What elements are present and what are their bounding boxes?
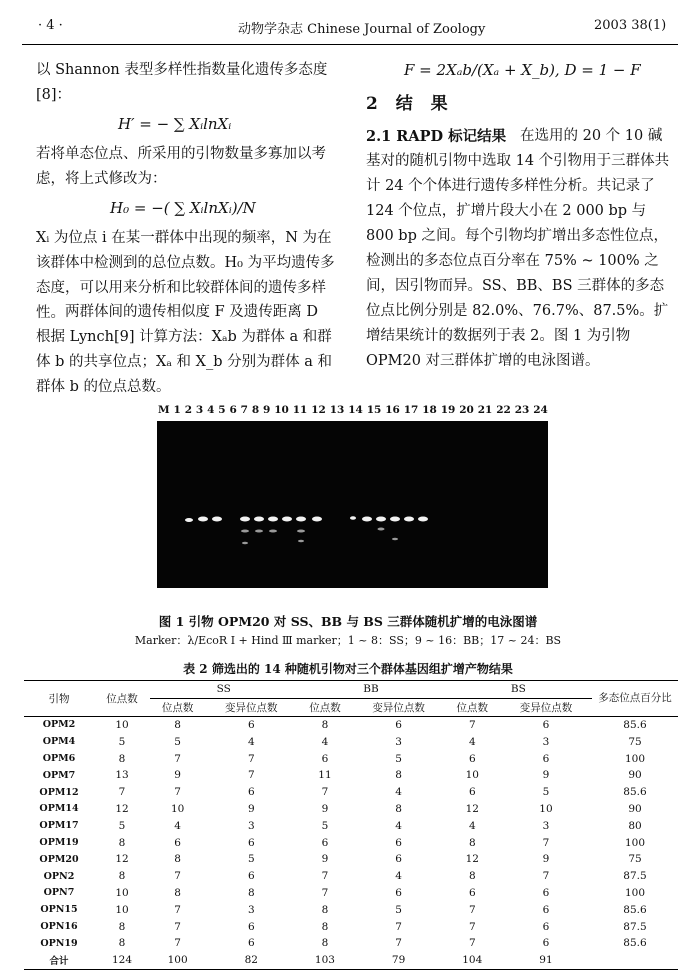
band [185, 518, 193, 522]
table-cell: 6 [321, 836, 329, 849]
table-cell: 9 [321, 853, 329, 866]
band [312, 517, 322, 522]
primer-name: OPM17 [39, 820, 79, 832]
subsection-heading: 2.1 RAPD 标记结果 [366, 128, 507, 145]
table-cell: 7 [321, 870, 329, 883]
lane-label: 19 [440, 404, 456, 416]
formula-h: H′ = − ∑ XᵢlnXᵢ [118, 115, 232, 133]
table-cell: 124 [94, 952, 150, 969]
table-cell: 8 [118, 920, 126, 933]
table-cell: 100 [624, 752, 646, 765]
table-cell: 82 [205, 952, 297, 969]
table-cell: 10 [465, 769, 479, 782]
table-cell: 6 [542, 937, 550, 950]
band [404, 517, 414, 522]
table-row [24, 716, 678, 733]
table-cell: 100 [624, 836, 646, 849]
band [282, 517, 292, 522]
table-cell: 7 [118, 786, 126, 799]
table-cell: 7 [247, 752, 255, 765]
band [378, 528, 385, 531]
table-cell: 9 [321, 802, 329, 815]
primer-name: OPM7 [42, 769, 76, 781]
table-cell: 10 [115, 903, 129, 916]
lane-label: 13 [329, 404, 345, 416]
band [296, 517, 306, 522]
primer-name: OPM14 [39, 803, 79, 815]
table-cell: 6 [542, 920, 550, 933]
col-poly: 多态位点百分比 [592, 681, 678, 717]
table-cell: 7 [174, 870, 181, 883]
band [255, 530, 263, 533]
table-cell: 7 [174, 786, 181, 799]
primer-name: OPN19 [40, 937, 78, 949]
table-cell: 9 [247, 802, 255, 815]
lane-label: 1 [173, 404, 181, 416]
table-row [24, 952, 678, 969]
sub-loci: 位点数 [150, 698, 205, 716]
table-cell: 8 [321, 920, 329, 933]
primer-name: OPN15 [40, 904, 78, 916]
table-row [24, 733, 678, 750]
primer-name: OPM20 [39, 853, 79, 865]
table-row [24, 801, 678, 818]
primer-name: OPM2 [42, 719, 76, 731]
lane-label: 9 [263, 404, 271, 416]
table-cell: 8 [321, 718, 329, 731]
table-cell: 8 [118, 937, 126, 950]
table-cell: 5 [174, 735, 181, 748]
lane-label: 4 [207, 404, 215, 416]
issue-info: 2003 38(1) [594, 18, 667, 33]
table-cell: 87.5 [623, 870, 647, 883]
lane-label: 20 [459, 404, 474, 416]
table-row [24, 918, 678, 935]
table-cell: 6 [247, 786, 255, 799]
figure-caption: 图 1 引物 OPM20 对 SS、BB 与 BS 三群体随机扩增的电泳图谱 [158, 614, 538, 629]
header-rule [22, 44, 678, 45]
table-cell: 8 [118, 870, 126, 883]
lane-label: 12 [311, 404, 326, 416]
table-cell: 6 [542, 718, 550, 731]
primer-name: OPM6 [42, 753, 76, 765]
table-cell: 7 [468, 920, 476, 933]
table-cell: 12 [465, 853, 479, 866]
table-cell: 10 [115, 886, 129, 899]
table-row [24, 935, 678, 952]
lane-label: 6 [229, 404, 237, 416]
formula-f-d: F = 2Xₐb/(Xₐ + X_b), D = 1 − F [404, 61, 641, 79]
table-cell: 6 [542, 886, 550, 899]
paragraph-shannon: 以 Shannon 表型多样性指数量化遗传多态度[8]： [36, 62, 328, 103]
table-cell: 100 [624, 886, 646, 899]
table-cell: 79 [353, 952, 445, 969]
band [297, 530, 305, 533]
band [269, 530, 277, 533]
table-cell: 7 [321, 786, 329, 799]
sub-var: 变异位点数 [205, 698, 297, 716]
lane-label: 7 [240, 404, 248, 416]
lane-label: 3 [195, 404, 204, 416]
table-cell: 6 [395, 853, 402, 866]
table-cell: 75 [628, 853, 642, 866]
table-cell: 11 [318, 769, 332, 782]
paragraph-lynch: 两群体间的遗传相似度 F 及遗传距离 D 根据 Lynch[9] 计算方法：Xₐb 为群体 a 和群体 b 的共享位点；Xₐ 和 X_b 分别为群体 a 和群体 b 的位点总数。 [36, 304, 332, 395]
lane-label: 5 [218, 404, 226, 416]
table-cell: 6 [174, 836, 181, 849]
table-cell: 5 [542, 786, 550, 799]
table-cell: 12 [465, 802, 479, 815]
band [298, 540, 304, 543]
table-cell: 7 [468, 937, 476, 950]
table-cell: 7 [321, 886, 329, 899]
page-number: · 4 · [38, 18, 63, 33]
table-cell: 85.6 [623, 718, 647, 731]
table-cell: 8 [395, 769, 402, 782]
band [268, 517, 278, 522]
primer-name: OPN16 [40, 921, 78, 933]
table-cell: 6 [247, 920, 255, 933]
table-row [24, 767, 678, 784]
lane-label: 24 [533, 404, 548, 416]
band [362, 517, 372, 522]
table-cell [592, 952, 678, 969]
primer-name: 合计 [24, 952, 94, 969]
table-cell: 8 [174, 718, 181, 731]
table-cell: 6 [247, 836, 255, 849]
table-cell: 3 [542, 735, 550, 748]
table-cell: 5 [118, 819, 126, 832]
band [241, 530, 249, 533]
table-cell: 7 [174, 937, 181, 950]
lane-label: 22 [496, 404, 511, 416]
table-cell: 100 [150, 952, 205, 969]
table-cell: 3 [395, 735, 402, 748]
table-cell: 6 [542, 903, 550, 916]
table-cell: 4 [247, 735, 255, 748]
table-cell: 80 [628, 819, 642, 832]
table-cell: 7 [542, 870, 550, 883]
table-cell: 8 [118, 836, 126, 849]
lane-label: 17 [403, 404, 419, 416]
table-cell: 7 [468, 903, 476, 916]
col-ss: SS [150, 681, 297, 699]
primer-name: OPN7 [43, 887, 75, 899]
table-row [24, 817, 678, 834]
table-cell: 7 [542, 836, 550, 849]
primer-name: OPM4 [42, 736, 76, 748]
table-cell: 4 [468, 735, 476, 748]
lane-label: 21 [477, 404, 493, 416]
table-cell: 9 [174, 769, 181, 782]
results-table [24, 680, 678, 970]
primer-name: OPM19 [39, 837, 79, 849]
table-row [24, 851, 678, 868]
table-row [24, 834, 678, 851]
table-cell: 6 [247, 937, 255, 950]
paragraph-xi: Xᵢ 为位点 i 在某一群体中出现的频率，N 为在该群体中检测到的总位点数。H₀ 为平均遗传多态度，可以用来分析和比较群体间的遗传多样性。 [36, 230, 335, 321]
gel-bands [157, 421, 548, 588]
section-heading: 2 结 果 [366, 94, 454, 114]
table-cell: 5 [247, 853, 255, 866]
table-cell: 7 [395, 937, 402, 950]
paragraph-modify: 若将单态位点、所采用的引物数量多寡加以考虑，将上式修改为： [36, 146, 326, 187]
table-cell: 8 [118, 752, 126, 765]
table-cell: 7 [174, 920, 181, 933]
table-cell: 9 [542, 853, 550, 866]
table-row [24, 784, 678, 801]
gel-image [157, 421, 548, 588]
table-cell: 8 [321, 937, 329, 950]
table-cell: 8 [174, 886, 181, 899]
table-title: 表 2 筛选出的 14 种随机引物对三个群体基因组扩增产物结果 [183, 662, 513, 676]
table-cell: 6 [395, 836, 402, 849]
table-cell: 8 [468, 836, 476, 849]
lane-label: 14 [348, 404, 363, 416]
table-cell: 6 [468, 886, 476, 899]
table-row [24, 750, 678, 767]
table-cell: 4 [395, 786, 402, 799]
table-cell: 12 [115, 802, 129, 815]
table-cell: 8 [321, 903, 329, 916]
table-cell: 4 [321, 735, 329, 748]
table-cell: 3 [247, 903, 255, 916]
table-cell: 6 [395, 718, 402, 731]
primer-name: OPN2 [43, 870, 75, 882]
table-cell: 7 [174, 903, 181, 916]
table-cell: 90 [628, 802, 642, 815]
journal-name: 动物学杂志 Chinese Journal of Zoology [238, 22, 486, 37]
col-bb: BB [297, 681, 444, 699]
table-cell: 6 [395, 886, 402, 899]
lane-label: 15 [366, 404, 382, 416]
table-row [24, 885, 678, 902]
table-cell: 7 [395, 920, 402, 933]
formula-h0: H₀ = −( ∑ XᵢlnXᵢ)/N [110, 199, 256, 217]
figure-marker-note: Marker：λ/EcoR Ⅰ + Hind Ⅲ marker；1 ~ 8：SS；9 ~ 16：BB；17 ~ 24：BS [134, 634, 562, 647]
table-cell: 8 [247, 886, 255, 899]
table-cell: 4 [395, 819, 402, 832]
table-cell: 13 [115, 769, 129, 782]
band [350, 516, 356, 520]
table-cell: 6 [542, 752, 550, 765]
table-cell: 90 [628, 769, 642, 782]
lane-label: 10 [274, 404, 289, 416]
lane-label: 2 [184, 404, 192, 416]
band [418, 517, 428, 522]
table-cell: 7 [468, 718, 476, 731]
table-cell: 4 [174, 819, 181, 832]
sub-var: 变异位点数 [500, 698, 592, 716]
table-cell: 6 [468, 786, 476, 799]
table-cell: 6 [247, 870, 255, 883]
table-cell: 75 [628, 735, 642, 748]
table-row [24, 868, 678, 885]
lane-labels [158, 404, 548, 416]
table-cell: 103 [297, 952, 352, 969]
table-cell: 8 [468, 870, 476, 883]
lane-label: 11 [292, 404, 308, 416]
sub-loci: 位点数 [297, 698, 352, 716]
table-cell: 3 [247, 819, 255, 832]
table-cell: 9 [542, 769, 550, 782]
table-cell: 10 [115, 718, 129, 731]
lane-label: M [158, 404, 170, 416]
lane-label: 16 [385, 404, 400, 416]
band [242, 542, 248, 545]
table-cell: 4 [468, 819, 476, 832]
table-cell: 10 [539, 802, 553, 815]
table-cell: 4 [395, 870, 402, 883]
table-cell: 7 [247, 769, 255, 782]
table-cell: 6 [321, 752, 329, 765]
table-cell: 5 [321, 819, 329, 832]
table-cell: 6 [468, 752, 476, 765]
table-cell: 8 [395, 802, 402, 815]
band [390, 517, 400, 522]
sub-var: 变异位点数 [353, 698, 445, 716]
table-cell: 5 [395, 752, 402, 765]
table-cell: 5 [118, 735, 126, 748]
band [254, 517, 264, 522]
primer-name: OPM12 [39, 786, 79, 798]
band [376, 517, 386, 522]
band [392, 538, 398, 541]
table-cell: 12 [115, 853, 129, 866]
lane-label: 23 [514, 404, 530, 416]
col-loci: 位点数 [94, 681, 150, 717]
col-bs: BS [445, 681, 592, 699]
table-cell: 3 [542, 819, 550, 832]
paragraph-rapd: 在选用的 20 个 10 碱基对的随机引物中选取 14 个引物用于三群体共计 24 个个体进行遗传多样性分析。共记录了 124 个位点，扩增片段大小在 2 000 bp 与 800 bp 之间。每个引物均扩增出多态性位点，检测出的多态位点百分率在 75% ~ 100% 之间，因引物而异。SS、BB、BS 三群体的多态位点比例分别是 82.0%、76.7%、87.5%。扩增结果统计的数据列于表 2。图 1 为引物 OPM20 对三群体扩增的电泳图谱。 [366, 128, 670, 369]
table-cell: 10 [170, 802, 185, 815]
lane-label: 18 [422, 404, 437, 416]
table-cell: 5 [395, 903, 402, 916]
table-cell: 87.5 [623, 920, 647, 933]
table-cell: 7 [174, 752, 181, 765]
table-cell: 85.6 [623, 903, 647, 916]
table-cell: 85.6 [623, 786, 647, 799]
band [212, 517, 222, 522]
table-cell: 91 [500, 952, 592, 969]
band [198, 517, 208, 522]
sub-loci: 位点数 [445, 698, 500, 716]
col-primer: 引物 [24, 681, 94, 717]
table-cell: 104 [445, 952, 500, 969]
table-row [24, 901, 678, 918]
lane-label: 8 [251, 404, 260, 416]
band [240, 517, 250, 522]
table-cell: 85.6 [623, 937, 647, 950]
table-cell: 6 [247, 718, 255, 731]
table-cell: 8 [174, 853, 181, 866]
